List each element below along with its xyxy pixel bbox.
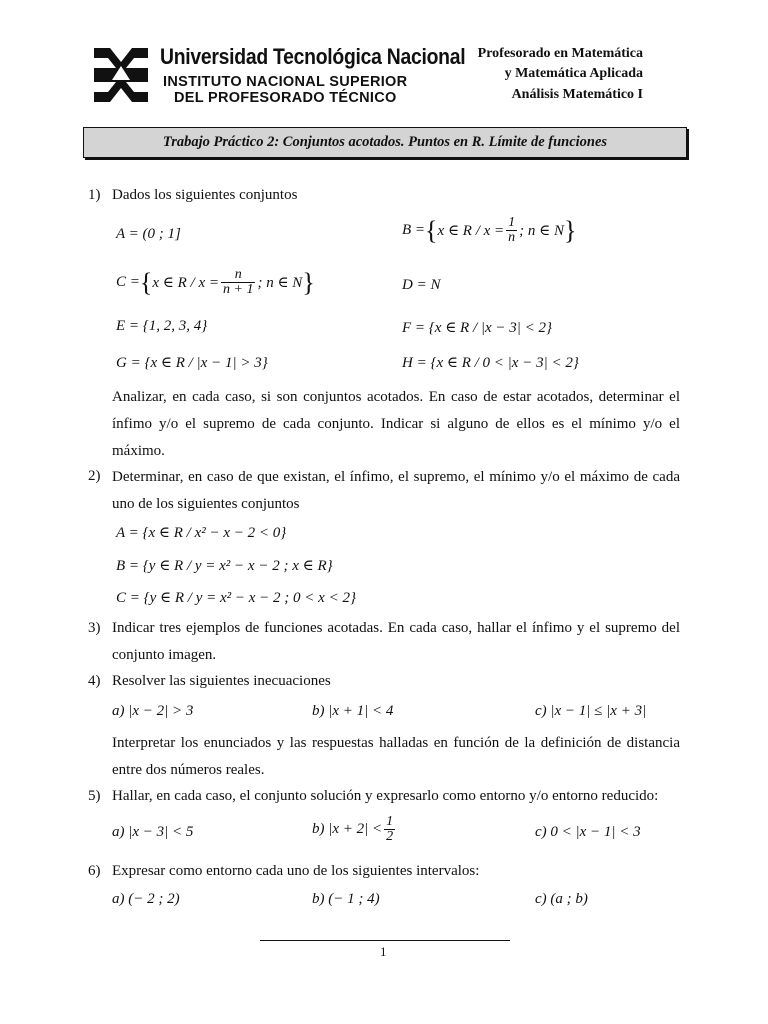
footer-rule <box>260 940 510 941</box>
set-c <box>116 268 315 297</box>
exercise-5-number: 5) <box>88 788 101 804</box>
exercise-5-text: Hallar, en cada caso, el conjunto solución y expresarlo como entorno y/o entorno reducido: <box>112 788 659 804</box>
exercise-6-number: 6) <box>88 863 101 879</box>
ex2-set-a: A = {x ∈ R / x² − x − 2 < 0} <box>116 525 287 541</box>
set-a: A = (0 ; 1] <box>116 226 181 242</box>
exercise-1-instructions: Analizar, en cada caso, si son conjuntos acotados. En caso de estar acotados, determinar el ínfimo y/o el supremo de cada conjunto. Indicar si alguno de ellos es el mínimo y/o el máximo. <box>112 389 680 459</box>
exercise-6-text: Expresar como entorno cada uno de los siguientes intervalos: <box>112 863 480 879</box>
set-b-denominator: n <box>508 230 516 245</box>
set-b-open-brace: { <box>425 215 438 245</box>
set-b-prefix: B = <box>402 222 426 238</box>
set-b <box>402 216 577 245</box>
ex6-item-c: c) (a ; b) <box>535 891 588 907</box>
set-h: H = {x ∈ R / 0 < |x − 3| < 2} <box>402 355 579 371</box>
set-g: G = {x ∈ R / |x − 1| > 3} <box>116 355 268 371</box>
set-b-condition: x ∈ R / x = <box>437 223 505 239</box>
exercise-4-number: 4) <box>88 673 101 689</box>
set-c-close-brace: } <box>302 267 315 297</box>
institute-line1: INSTITUTO NACIONAL SUPERIOR <box>163 74 408 90</box>
ex5-item-b-prefix: b) |x + 2| < <box>312 821 383 837</box>
worksheet-title: Trabajo Práctico 2: Conjuntos acotados. Puntos en R. Límite de funciones <box>83 127 687 158</box>
ex5-item-a: a) |x − 3| < 5 <box>112 824 194 840</box>
set-c-suffix: ; n ∈ N <box>257 275 303 291</box>
set-b-suffix: ; n ∈ N <box>519 223 565 239</box>
ex5-item-b-fraction <box>384 815 395 844</box>
set-c-open-brace: { <box>139 267 153 297</box>
ex2-set-c: C = {y ∈ R / y = x² − x − 2 ; 0 < x < 2} <box>116 590 356 606</box>
exercise-2-text: Determinar, en caso de que existan, el ínfimo, el supremo, el mínimo y/o el máximo de cada uno de los siguientes conjuntos <box>112 469 680 512</box>
set-d: D = N <box>402 277 441 293</box>
utn-logo <box>90 44 152 111</box>
ex4-item-b: b) |x + 1| < 4 <box>312 703 394 719</box>
course-name: Análisis Matemático I <box>511 87 643 102</box>
exercise-4-interpretation: Interpretar los enunciados y las respuestas halladas en función de la definición de distancia entre dos números reales. <box>112 735 680 778</box>
exercise-4-text: Resolver las siguientes inecuaciones <box>112 673 331 689</box>
ex4-item-c: c) |x − 1| ≤ |x + 3| <box>535 703 647 719</box>
set-f: F = {x ∈ R / |x − 3| < 2} <box>402 320 553 336</box>
set-c-condition: x ∈ R / x = <box>152 275 219 291</box>
set-c-prefix: C = <box>116 274 140 290</box>
set-b-fraction <box>506 216 517 245</box>
exercise-3-number: 3) <box>88 620 101 636</box>
set-b-close-brace: } <box>564 215 577 245</box>
set-c-denominator: n + 1 <box>223 282 254 297</box>
exercise-1-number: 1) <box>88 187 101 203</box>
program-name-2: y Matemática Aplicada <box>504 66 643 81</box>
ex5-item-b-denominator: 2 <box>386 829 394 844</box>
ex6-item-b: b) (− 1 ; 4) <box>312 891 380 907</box>
ex6-item-a: a) (− 2 ; 2) <box>112 891 180 907</box>
institute-line2: DEL PROFESORADO TÉCNICO <box>174 90 397 106</box>
set-c-fraction <box>221 268 255 297</box>
ex5-item-b <box>312 815 397 844</box>
ex4-item-a: a) |x − 2| > 3 <box>112 703 194 719</box>
university-name: Universidad Tecnológica Nacional <box>160 44 466 69</box>
exercise-1-intro: Dados los siguientes conjuntos <box>112 187 298 203</box>
ex5-item-b-numerator: 1 <box>386 814 394 829</box>
ex2-set-b: B = {y ∈ R / y = x² − x − 2 ; x ∈ R} <box>116 558 333 574</box>
ex5-item-c: c) 0 < |x − 1| < 3 <box>535 824 641 840</box>
set-c-numerator: n <box>221 268 255 283</box>
program-name: Profesorado en Matemática <box>477 46 643 61</box>
page-number: 1 <box>380 944 387 959</box>
exercise-3-text: Indicar tres ejemplos de funciones acotadas. En cada caso, hallar el ínfimo y el supremo del conjunto imagen. <box>112 620 680 663</box>
set-e: E = {1, 2, 3, 4} <box>116 318 208 334</box>
exercise-2-number: 2) <box>88 468 101 484</box>
set-b-numerator: 1 <box>508 215 516 230</box>
